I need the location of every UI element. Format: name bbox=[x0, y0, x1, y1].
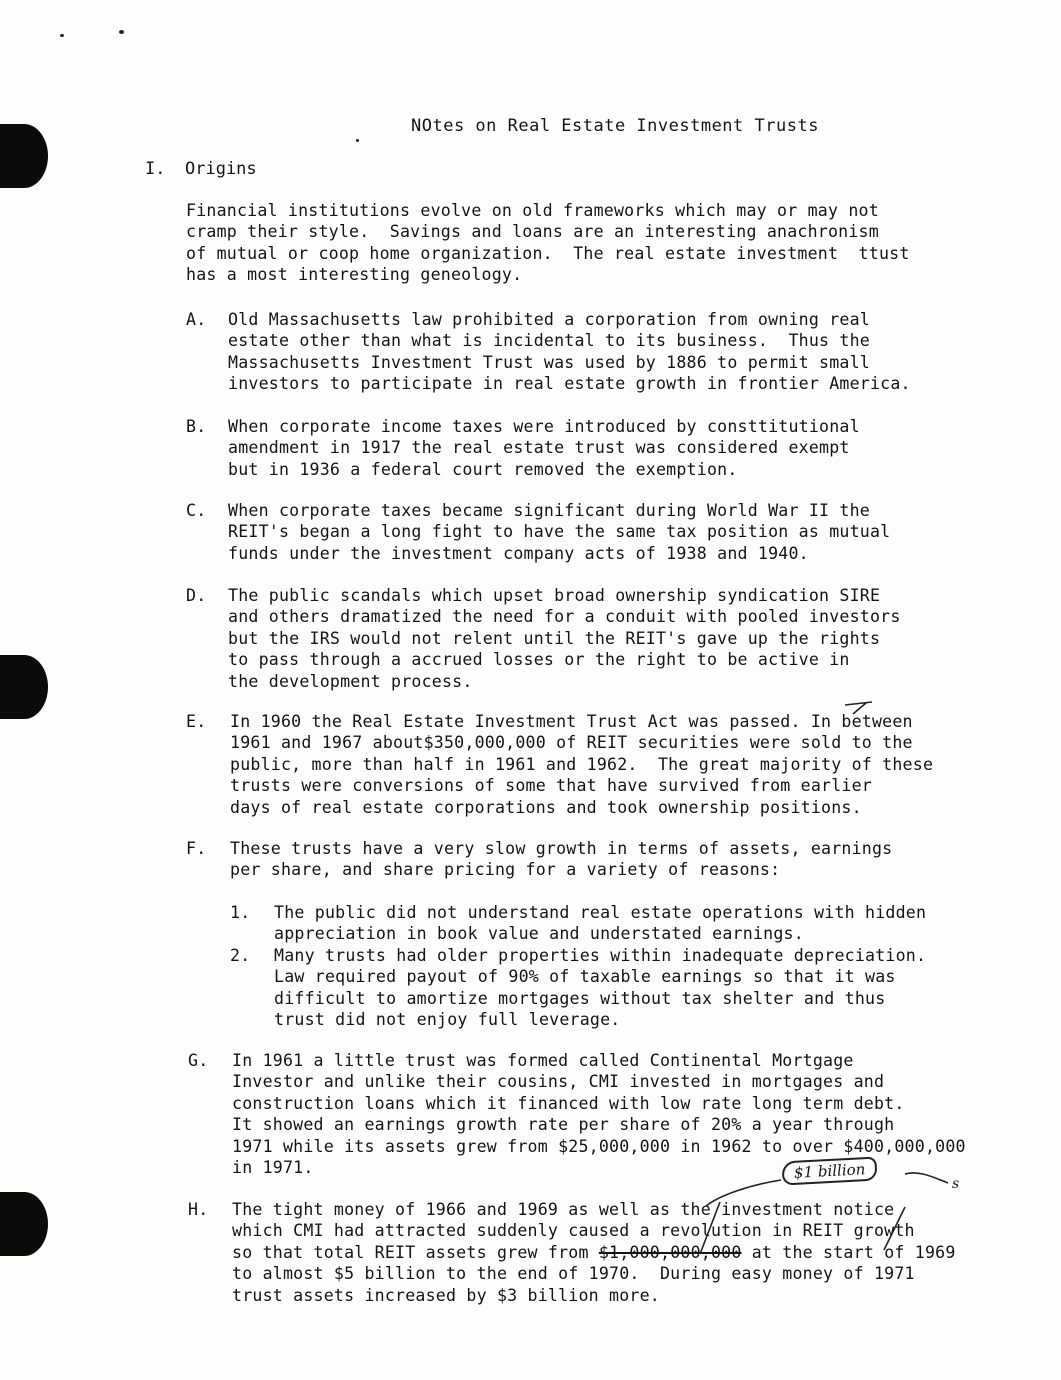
punch-hole bbox=[0, 124, 48, 188]
item-text: These trusts have a very slow growth in terms of assets, earnings per share, and share pricing for a variety of reasons: bbox=[230, 839, 893, 880]
section-heading bbox=[145, 159, 257, 179]
page-title: NOtes on Real Estate Investment Trusts bbox=[411, 116, 819, 136]
item-letter: G. bbox=[188, 1051, 209, 1070]
text-line: of mutual or coop home organization. The real estate investment ttust bbox=[186, 243, 910, 263]
item-text: When corporate income taxes were introduced by consttitutional amendment in 1917 the real estate trust was considered exempt but in 1936 a federal court removed the exemption. bbox=[228, 417, 860, 479]
item-text: When corporate taxes became significant during World War II the REIT's began a long fight to have the same tax position as mutual funds under the investment company acts of 1938 and 1940. bbox=[228, 501, 891, 563]
item-text: In 1961 a little trust was formed called Continental Mortgage Investor and unlike their cousins, CMI invested in mortgages and construction loans which it financed with low rate long term debt. It showed an earnings growth rate per share of 20% a year through 1971 while its assets grew from $25,000,000 in 1962 to over $400,000,000 in 1971. bbox=[232, 1051, 966, 1178]
item-letter: C. bbox=[186, 501, 207, 520]
section-title: Origins bbox=[185, 159, 257, 179]
speck bbox=[356, 139, 359, 142]
sub-item-number: 2. bbox=[230, 946, 251, 965]
speck bbox=[60, 34, 64, 37]
item-text: Many trusts had older properties within inadequate depreciation. Law required payout of 90% of taxable earnings so that it was difficult to amortize mortgages without tax shelter and thus trust did not enjoy full leverage. bbox=[274, 946, 927, 1030]
item-letter: D. bbox=[186, 586, 207, 605]
handwritten-mark: s bbox=[952, 1176, 960, 1192]
intro-paragraph bbox=[186, 200, 910, 286]
item-text: In 1960 the Real Estate Investment Trust Act was passed. In between 1961 and 1967 about$350,000,000 of REIT securities were sold to the public, more than half in 1961 and 1962. The great majority of these trusts were conversions of some that have survived from earlier days of real estate corporations and took ownership positions. bbox=[230, 712, 934, 817]
item-letter: B. bbox=[186, 417, 207, 436]
sub-item-number: 1. bbox=[230, 903, 251, 922]
item-letter: F. bbox=[186, 839, 207, 858]
punch-hole bbox=[0, 1192, 48, 1256]
section-number: I. bbox=[145, 159, 166, 179]
punch-hole bbox=[0, 655, 48, 719]
item-letter: E. bbox=[186, 712, 207, 731]
text-line: Financial institutions evolve on old frameworks which may or may not bbox=[186, 201, 879, 220]
text-line: has a most interesting geneology. bbox=[186, 265, 523, 285]
speck bbox=[119, 30, 124, 34]
handwritten-correction: $1 billion bbox=[781, 1157, 877, 1186]
item-text: The tight money of 1966 and 1969 as well as the investment notice which CMI had attracted suddenly caused a revolution in REIT growth so that total REIT assets grew from $1,000,000,000 at the start of 1969 to almost $5 billion to the end of 1970. During easy money of 1971 trust assets increased by $3 billion more. bbox=[232, 1200, 956, 1305]
item-letter: H. bbox=[188, 1200, 209, 1219]
text-line: cramp their style. Savings and loans are an interesting anachronism bbox=[186, 222, 879, 242]
item-letter: A. bbox=[186, 310, 207, 329]
item-text: The public scandals which upset broad ownership syndication SIRE and others dramatized the need for a conduit with pooled investors but the IRS would not relent until the REIT's gave up the rights to pass through a accrued losses or the right to be active in the development process. bbox=[228, 586, 901, 691]
item-text: The public did not understand real estate operations with hidden appreciation in book value and understated earnings. bbox=[274, 903, 927, 944]
item-text: Old Massachusetts law prohibited a corporation from owning real estate other than what is incidental to its business. Thus the Massachusetts Investment Trust was used by 1886 to permit small investors to participate in real estate growth in frontier America. bbox=[228, 310, 911, 394]
struck-amount: $1,000,000,000 bbox=[598, 1242, 742, 1262]
